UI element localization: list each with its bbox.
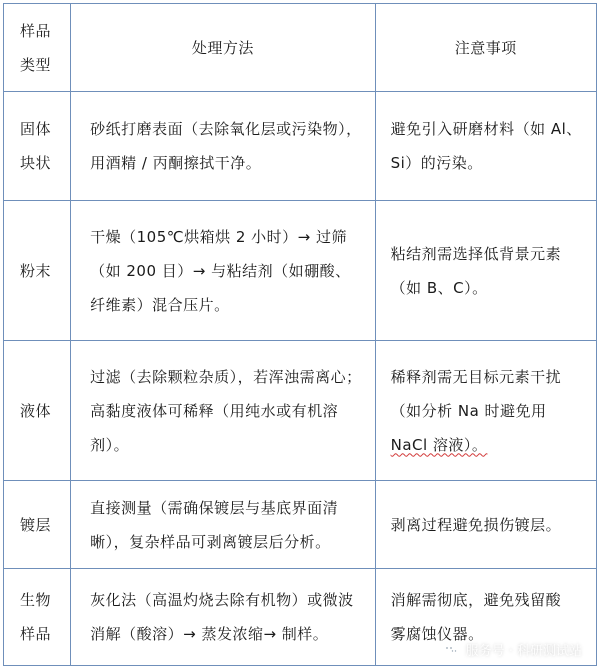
- watermark: [442, 640, 582, 659]
- note-cell: [375, 201, 596, 341]
- table-row: [4, 341, 597, 481]
- method-cell: [71, 201, 376, 341]
- method-line: 消解（酸溶）→ 蒸发浓缩→ 制样。: [90, 625, 329, 643]
- note-cell: [375, 341, 596, 481]
- type-line: 液体: [20, 401, 52, 420]
- note-cell: [375, 92, 596, 201]
- method-cell: [71, 569, 376, 666]
- note-line: 粘结剂需选择低背景元素: [390, 244, 562, 263]
- header-type-cell: [4, 4, 71, 92]
- header-note-cell: 注意事项: [375, 4, 596, 92]
- method-cell: [71, 481, 376, 569]
- method-line: 用酒精 / 丙酮擦拭干净。: [90, 154, 262, 172]
- method-line: 高黏度液体可稀释（用纯水或有机溶: [90, 401, 339, 420]
- header-method-cell: 处理方法: [71, 4, 376, 92]
- type-line: 样品: [20, 625, 52, 643]
- method-line: 灰化法（高温灼烧去除有机物）或微波: [90, 591, 354, 609]
- type-cell: [4, 201, 71, 341]
- type-line: 块状: [20, 154, 52, 172]
- note-line: 雾腐蚀仪器。: [390, 625, 484, 643]
- table-row: [4, 92, 597, 201]
- header-type-line: 样品: [20, 21, 52, 40]
- method-line: 晰），复杂样品可剥离镀层后分析。: [90, 532, 331, 551]
- type-cell: [4, 341, 71, 481]
- type-line: 生物: [20, 591, 52, 609]
- type-line: 镀层: [20, 515, 52, 534]
- method-line: 过滤（去除颗粒杂质），若浑浊需离心；: [90, 367, 362, 386]
- table-header-row: [4, 4, 597, 92]
- note-line: 稀释剂需无目标元素干扰: [390, 367, 562, 386]
- note-line: Si）的污染。: [390, 154, 483, 172]
- method-cell: [71, 341, 376, 481]
- method-line: 纤维素）混合压片。: [90, 295, 230, 314]
- table-row: [4, 201, 597, 341]
- watermark-text: 服务号 · 科研测试站: [465, 644, 582, 659]
- table-row: [4, 481, 597, 569]
- type-cell: [4, 481, 71, 569]
- type-cell: [4, 569, 71, 666]
- type-line: 粉末: [20, 261, 52, 280]
- note-line: 消解需彻底，避免残留酸: [390, 591, 562, 609]
- method-line: 砂纸打磨表面（去除氧化层或污染物），: [90, 120, 362, 138]
- note-line: （如分析 Na 时避免用: [390, 401, 547, 420]
- sample-prep-table: [3, 3, 597, 666]
- note-cell: [375, 481, 596, 569]
- note-line: （如 B、C）。: [390, 278, 488, 297]
- type-line: 固体: [20, 120, 52, 138]
- method-line: 干燥（105℃烘箱烘 2 小时）→ 过筛: [90, 227, 348, 246]
- note-line: 避免引入研磨材料（如 Al、: [390, 120, 582, 138]
- method-line: 直接测量（需确保镀层与基底界面清: [90, 498, 339, 517]
- header-type-line: 类型: [20, 55, 52, 74]
- method-line: 剂）。: [90, 435, 130, 454]
- wechat-icon: [442, 643, 460, 657]
- method-line: （如 200 目）→ 与粘结剂（如硼酸、: [90, 261, 351, 280]
- type-cell: [4, 92, 71, 201]
- method-cell: [71, 92, 376, 201]
- note-line: NaCl 溶液）。: [390, 435, 488, 454]
- note-line: 剥离过程避免损伤镀层。: [390, 515, 562, 534]
